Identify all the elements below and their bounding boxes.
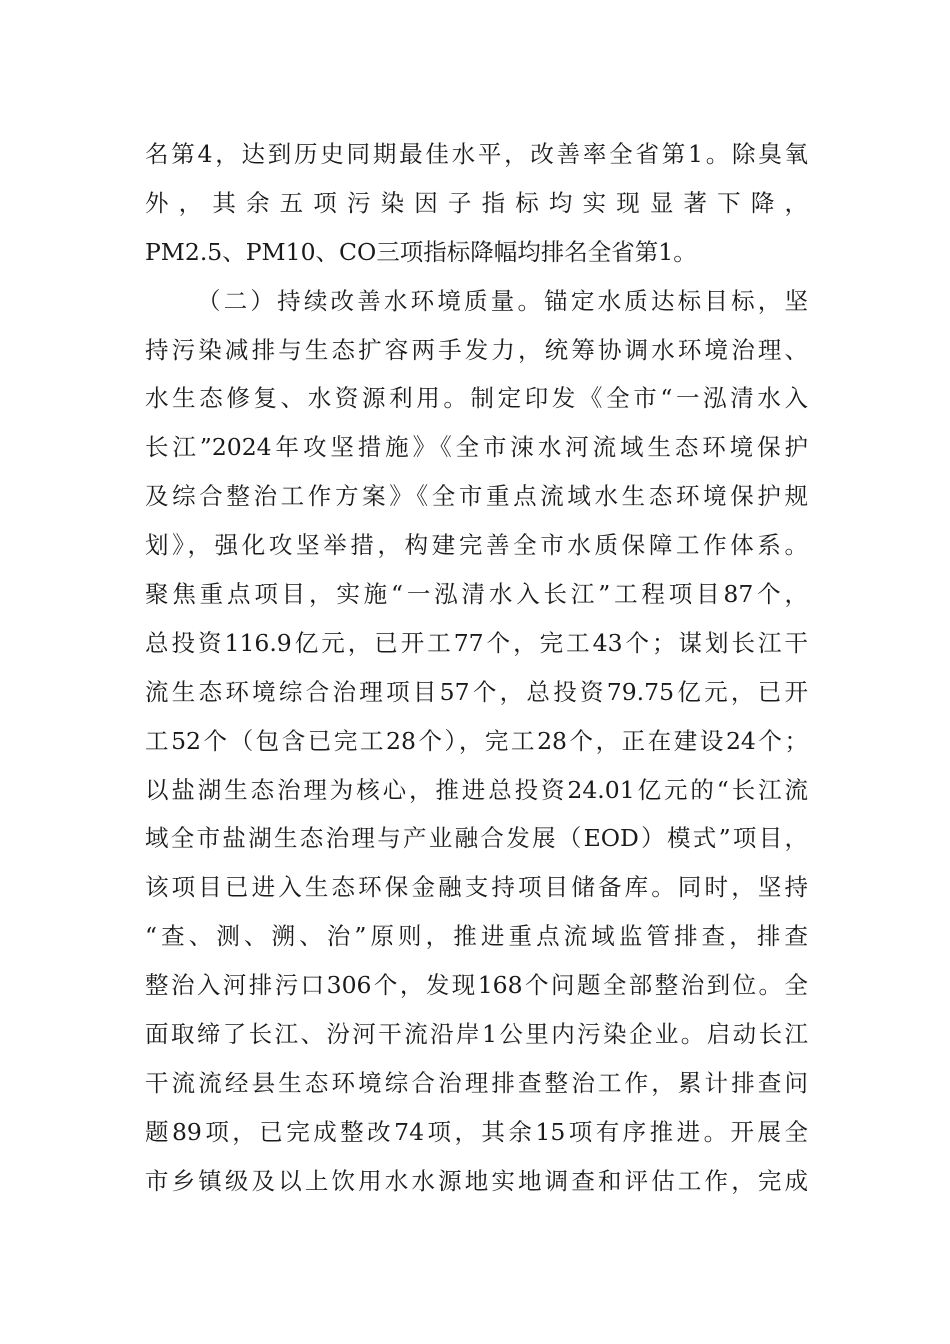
text-line-11: 总投资116.9亿元，已开工77个，完工43个；谋划长江干: [145, 628, 808, 657]
text-line-16: 该项目已进入生态环保金融支持项目储备库。同时，坚持: [145, 873, 808, 902]
text-line-6: 水生态修复、水资源利用。制定印发《全市“一泓清水入: [145, 384, 808, 413]
text-line-9: 划》，强化攻坚举措，构建完善全市水质保障工作体系。: [145, 531, 808, 560]
text-line-3: PM2.5、PM10、CO三项指标降幅均排名全省第1。: [145, 237, 697, 266]
text-line-22: 市乡镇级及以上饮用水水源地实地调查和评估工作，完成: [145, 1166, 808, 1195]
section-heading-line: （二）持续改善水环境质量。锚定水质达标目标，坚: [197, 286, 808, 315]
text-line-18: 整治入河排污口306个，发现168个问题全部整治到位。全: [145, 971, 808, 1000]
text-line-19: 面取缔了长江、汾河干流沿岸1公里内污染企业。启动长江: [145, 1020, 808, 1049]
text-line-12: 流生态环境综合治理项目57个，总投资79.75亿元，已开: [145, 677, 808, 706]
text-line-2: 外，其余五项污染因子指标均实现显著下降，: [145, 188, 808, 217]
text-line-21: 题89项，已完成整改74项，其余15项有序推进。开展全: [145, 1117, 808, 1146]
text-line-17: “查、测、溯、治”原则，推进重点流域监管排查，排查: [145, 922, 808, 951]
text-line-5: 持污染减排与生态扩容两手发力，统筹协调水环境治理、: [145, 335, 808, 364]
text-line-10: 聚焦重点项目，实施“一泓清水入长江”工程项目87个，: [145, 580, 808, 609]
text-line-7: 长江”2024年攻坚措施》《全市涑水河流域生态环境保护: [145, 433, 808, 462]
body-text: [145, 130, 808, 1206]
text-line-14: 以盐湖生态治理为核心，推进总投资24.01亿元的“长江流: [145, 775, 808, 804]
text-line-1: 名第4，达到历史同期最佳水平，改善率全省第1。除臭氧: [145, 140, 808, 168]
text-line-13: 工52个（包含已完工28个），完工28个，正在建设24个；: [145, 726, 808, 755]
text-line-8: 及综合整治工作方案》《全市重点流域水生态环境保护规: [145, 482, 808, 511]
text-line-15: 域全市盐湖生态治理与产业融合发展（EOD）模式”项目，: [145, 824, 808, 853]
text-line-20: 干流流经县生态环境综合治理排查整治工作，累计排查问: [145, 1068, 808, 1097]
